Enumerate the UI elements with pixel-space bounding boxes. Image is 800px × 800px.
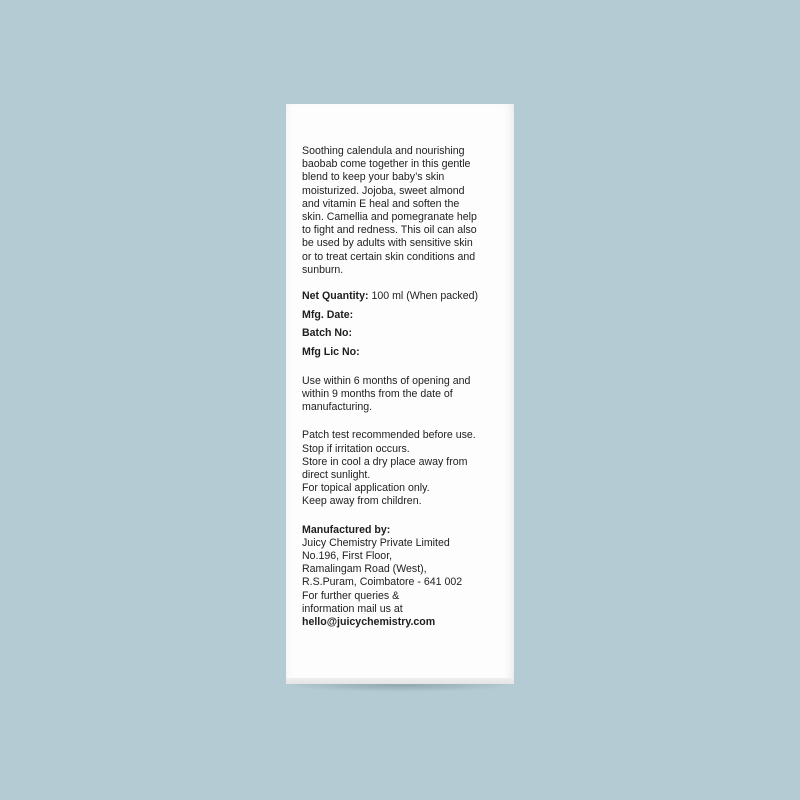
net-quantity-value: 100 ml (When packed) [368,290,479,303]
mfg-date-label: Mfg. Date: [302,308,354,321]
product-description: Soothing calendula and nourishing baobab come together in this gentle blend to keep your baby’s skin moisturized. Jojoba, sweet almond and vitamin E heal and soften the skin. Camellia and pomegranate help to fight and redness. This oil can also be used by adults with sensitive skin or to treat certain skin conditions and sunburn. [302,145,477,276]
warnings-text: Patch test recommended before use. Stop if irritation occurs. Store in cool a dry place away from direct sunlight. For topical application only. Keep away from children. [302,429,476,508]
net-quantity [302,290,502,303]
contact-email: hello@juicychemistry.com [302,615,436,628]
net-quantity-label: Net Quantity: [302,290,369,303]
box-bottom-edge [286,678,514,684]
product-box [286,104,514,684]
manufacturer-block [302,524,502,630]
manufacturer-address: Juicy Chemistry Private Limited No.196, First Floor, Ramalingam Road (West), R.S.Puram, Coimbatore - 641 002 For further queries & information mail us at [302,536,463,615]
shelf-life-text: Use within 6 months of opening and within 9 months from the date of manufacturing. [302,374,471,414]
manufacturer-label: Manufactured by: [302,523,391,536]
batch-no-label: Batch No: [302,327,353,340]
mfg-lic-label: Mfg Lic No: [302,345,360,358]
label-content [302,145,502,629]
